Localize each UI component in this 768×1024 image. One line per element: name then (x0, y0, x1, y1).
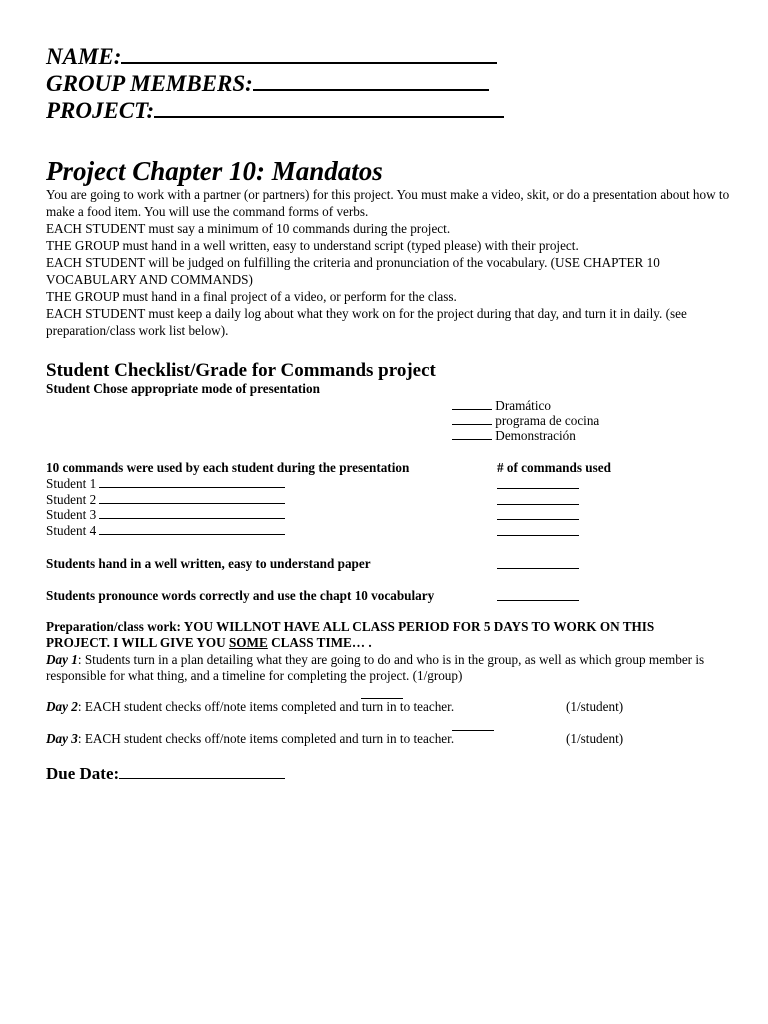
mode-label: Student Chose appropriate mode of presentation (46, 381, 320, 396)
student-row (46, 507, 285, 523)
day1-item (46, 652, 736, 684)
group-members-label: GROUP MEMBERS: (46, 71, 253, 96)
mode-blank[interactable] (452, 428, 492, 440)
count-blank[interactable] (497, 477, 579, 489)
student-name-blank[interactable] (99, 523, 285, 535)
pronounce-label: Students pronounce words correctly and use the chapt 10 vocabulary (46, 588, 435, 603)
group-members-field (46, 71, 489, 97)
intro-line: EACH STUDENT must say a minimum of 10 commands during the project. (46, 221, 451, 236)
student-label: Student 1 (46, 476, 97, 491)
student-label: Student 3 (46, 507, 97, 522)
count-cell (497, 523, 579, 541)
student-label: Student 4 (46, 523, 97, 538)
day2-blank[interactable] (452, 718, 494, 736)
mode-option (452, 413, 599, 429)
name-label: NAME: (46, 44, 122, 69)
day3-points: (1/student) (566, 731, 624, 746)
pronounce-blank[interactable] (497, 589, 579, 601)
student-name-blank[interactable] (99, 507, 285, 519)
mode-option (452, 398, 551, 414)
mode-option (452, 428, 576, 444)
due-date-blank[interactable] (119, 765, 285, 779)
group-members-blank[interactable] (253, 71, 489, 91)
student-row (46, 492, 285, 508)
paper-cell (497, 556, 579, 574)
mode-option-label: programa de cocina (495, 413, 600, 428)
commands-count-label: # of commands used (497, 460, 611, 475)
day3-label: Day 3 (46, 731, 78, 746)
mode-blank[interactable] (452, 413, 492, 425)
prep-heading-line-1 (46, 619, 654, 635)
count-blank[interactable] (497, 524, 579, 536)
day1-blank-line[interactable] (361, 687, 403, 699)
student-name-blank[interactable] (99, 476, 285, 488)
prep-heading-line-2 (46, 635, 372, 651)
mode-blank[interactable] (452, 398, 492, 410)
intro-line: You are going to work with a partner (or partners) for this project. You must make a video, skit, or do a presentation about how to make a food item. You will use the command forms of verbs. (46, 187, 730, 219)
prep-warning-emphasis: SOME (228, 635, 268, 650)
student-row (46, 523, 285, 539)
day2-blank-line[interactable] (452, 719, 494, 731)
name-blank[interactable] (121, 44, 497, 64)
checklist-heading: Student Checklist/Grade for Commands project (46, 360, 436, 381)
project-field (46, 98, 504, 124)
intro-text (46, 186, 746, 339)
day3-item (46, 731, 454, 747)
paper-label: Students hand in a well written, easy to understand paper (46, 556, 371, 571)
prep-warning: PROJECT. I WILL GIVE YOU (46, 635, 229, 650)
due-date-label: Due Date: (46, 764, 120, 783)
day2-points: (1/student) (566, 699, 624, 714)
day2-label: Day 2 (46, 699, 78, 714)
intro-line: EACH STUDENT must keep a daily log about what they work on for the project during that day, and turn it in daily. (see preparation/class work list below). (46, 306, 687, 338)
commands-label: 10 commands were used by each student during the presentation (46, 460, 410, 475)
intro-line: EACH STUDENT will be judged on fulfilling the criteria and pronunciation of the vocabulary. (USE CHAPTER 10 VOCABULARY AND COMMANDS) (46, 255, 660, 287)
student-name-blank[interactable] (99, 492, 285, 504)
day1-label: Day 1 (46, 652, 78, 667)
paper-blank[interactable] (497, 557, 579, 569)
mode-option-label: Dramático (495, 398, 551, 413)
intro-line: THE GROUP must hand in a well written, easy to understand script (typed please) with their project. (46, 238, 579, 253)
day2-text: : EACH student checks off/note items completed and turn in to teacher. (77, 699, 455, 714)
project-label: PROJECT: (46, 98, 155, 123)
prep-warning: YOU WILLNOT HAVE ALL CLASS PERIOD FOR 5 DAYS TO WORK ON THIS (183, 619, 655, 634)
name-field (46, 44, 497, 70)
day1-text: : Students turn in a plan detailing what they are going to do and who is in the group, as well as which group member is responsible for what thing, and a timeline for completing the project. (1/group) (46, 652, 705, 683)
project-blank[interactable] (154, 98, 504, 118)
count-blank[interactable] (497, 508, 579, 520)
due-date-field (46, 764, 285, 784)
day3-text: : EACH student checks off/note items completed and turn in to teacher. (77, 731, 455, 746)
intro-line: THE GROUP must hand in a final project of a video, or perform for the class. (46, 289, 457, 304)
mode-option-label: Demonstración (495, 428, 576, 443)
count-blank[interactable] (497, 493, 579, 505)
student-label: Student 2 (46, 492, 97, 507)
day2-item (46, 699, 454, 715)
page-title: Project Chapter 10: Mandatos (46, 156, 383, 186)
pronounce-cell (497, 588, 579, 606)
prep-warning: CLASS TIME… . (267, 635, 372, 650)
prep-label: Preparation/class work: (46, 619, 181, 634)
student-row (46, 476, 285, 492)
